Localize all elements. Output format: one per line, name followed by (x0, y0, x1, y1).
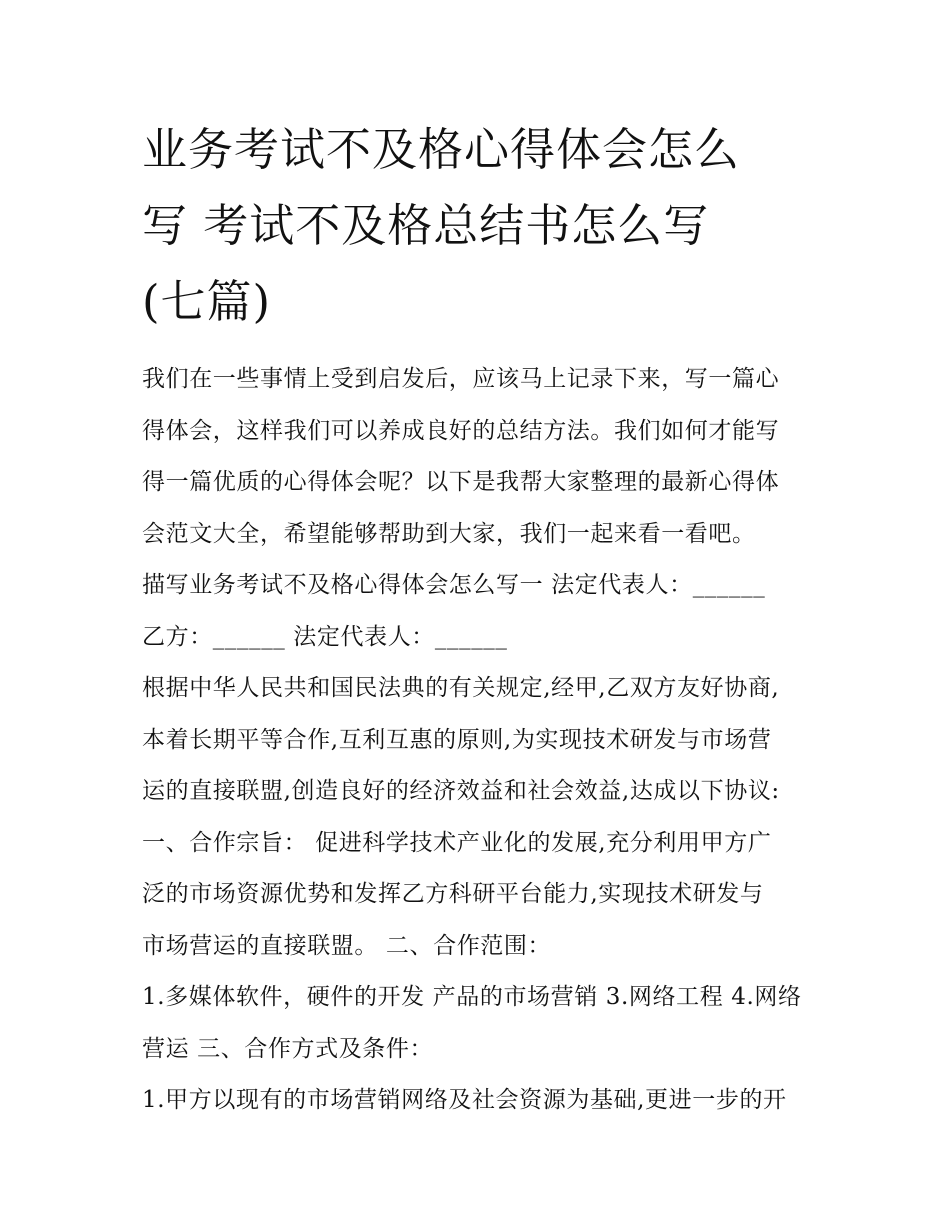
body-line: 运的直接联盟,创造良好的经济效益和社会效益,达成以下协议: (142, 778, 780, 804)
body-line: 1.甲方以现有的市场营销网络及社会资源为基础,更进一步的开 (142, 1087, 787, 1113)
body-line: 得一篇优质的心得体会呢？以下是我帮大家整理的最新心得体 (142, 469, 780, 495)
body-line: 一、合作宗旨： 促进科学技术产业化的发展,充分利用甲方广 (142, 829, 772, 856)
document-body (142, 358, 822, 1131)
body-line: 泛的市场资源优势和发挥乙方科研平台能力,实现技术研发与 (142, 881, 764, 907)
title-line: 写 考试不及格总结书怎么写 (142, 199, 710, 252)
body-line: 1.多媒体软件，硬件的开发 产品的市场营销 3.网络工程 4.网络 (142, 984, 802, 1010)
body-line: 得体会，这样我们可以养成良好的总结方法。我们如何才能写 (142, 417, 780, 444)
body-line: 乙方：______ 法定代表人：______ (142, 623, 508, 650)
title-line: 业务考试不及格心得体会怎么 (142, 123, 741, 176)
body-line: 市场营运的直接联盟。 二、合作范围： (142, 932, 552, 959)
title-line: (七篇) (142, 275, 272, 328)
body-line: 本着长期平等合作,互利互惠的原则,为实现技术研发与市场营 (142, 726, 772, 753)
body-line: 营运 三、合作方式及条件： (142, 1035, 434, 1062)
body-line: 描写业务考试不及格心得体会怎么写一 法定代表人：______ (142, 572, 766, 598)
body-line: 会范文大全，希望能够帮助到大家，我们一起来看一看吧。 (142, 520, 756, 547)
body-line: 根据中华人民共和国民法典的有关规定,经甲,乙双方友好协商, (142, 675, 780, 701)
body-line: 我们在一些事情上受到启发后，应该马上记录下来，写一篇心 (142, 366, 780, 392)
document-title (142, 112, 822, 340)
